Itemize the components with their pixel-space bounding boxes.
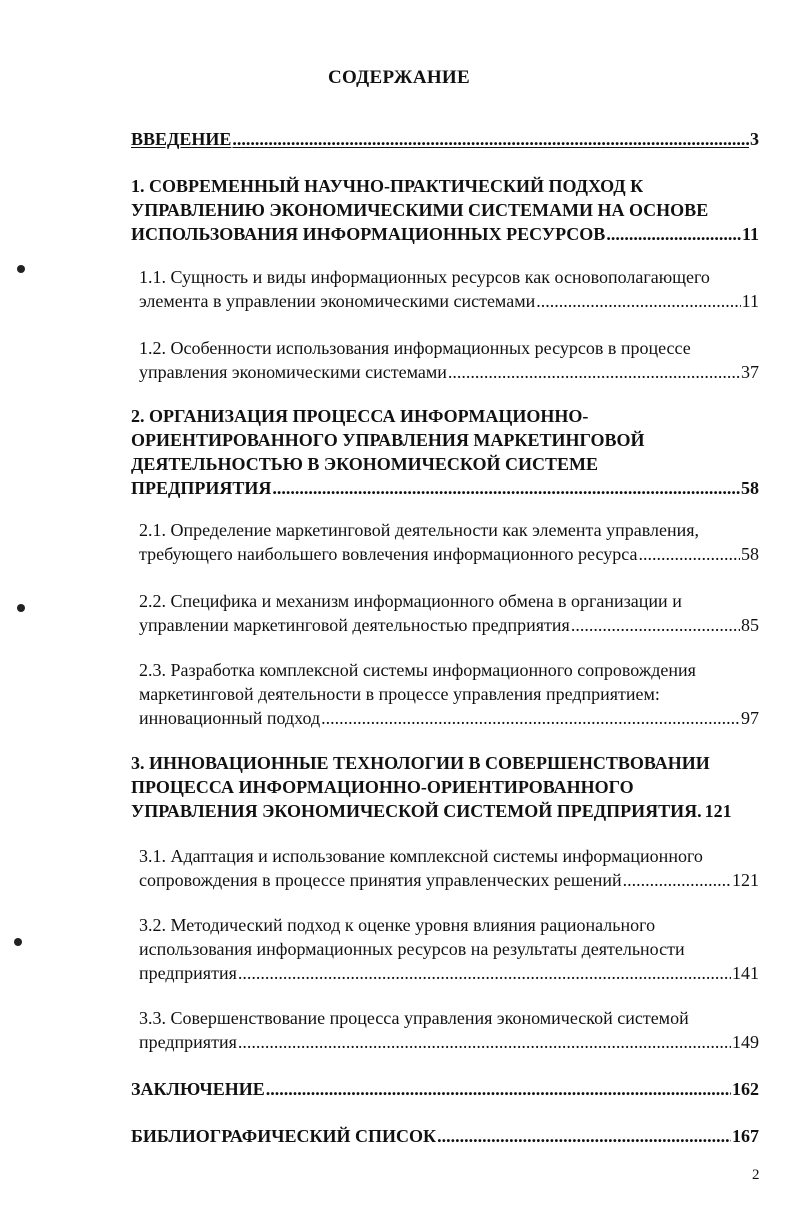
leader-dots (266, 1077, 731, 1101)
binder-hole-mark (17, 604, 25, 612)
leader-dots (232, 127, 749, 151)
entry-text: УПРАВЛЕНИЮ ЭКОНОМИЧЕСКИМИ СИСТЕМАМИ НА ОСНОВЕ (131, 200, 709, 220)
entry-text: 2.1. Определение маркетинговой деятельности как элемента управления, (139, 520, 699, 540)
toc-entry-introduction[interactable] (131, 127, 759, 151)
leader-dots (238, 1030, 731, 1054)
toc-entry-chapter-3[interactable] (131, 751, 759, 823)
entry-text: 1.2. Особенности использования информационных ресурсов в процессе (139, 338, 691, 358)
entry-text: ВВЕДЕНИЕ (131, 129, 232, 149)
page-ref: 121 (704, 801, 732, 821)
page-ref: 141 (732, 963, 759, 983)
entry-text: ПРОЦЕССА ИНФОРМАЦИОННО-ОРИЕНТИРОВАННОГО (131, 777, 634, 797)
entry-text: БИБЛИОГРАФИЧЕСКИЙ СПИСОК (131, 1126, 437, 1146)
entry-text: ДЕЯТЕЛЬНОСТЬЮ В ЭКОНОМИЧЕСКОЙ СИСТЕМЕ (131, 454, 599, 474)
page-title: СОДЕРЖАНИЕ (328, 67, 470, 88)
entry-text: 2. ОРГАНИЗАЦИЯ ПРОЦЕССА ИНФОРМАЦИОННО- (131, 406, 589, 426)
toc-entry-3-3[interactable] (139, 1006, 759, 1054)
entry-text: 3. ИННОВАЦИОННЫЕ ТЕХНОЛОГИИ В СОВЕРШЕНСТВОВАНИИ (131, 753, 710, 773)
page-ref: 58 (741, 544, 759, 564)
entry-text: требующего наибольшего вовлечения информационного ресурса (139, 544, 638, 564)
page-ref: 37 (741, 362, 759, 382)
toc-entry-2-2[interactable] (139, 589, 759, 637)
page-ref: 162 (732, 1079, 759, 1099)
entry-text: предприятия (139, 963, 237, 983)
entry-text: УПРАВЛЕНИЯ ЭКОНОМИЧЕСКОЙ СИСТЕМОЙ ПРЕДПРИЯТИЯ. (131, 801, 702, 821)
entry-text: сопровождения в процессе принятия управленческих решений (139, 870, 622, 890)
page-ref: 11 (741, 224, 759, 244)
entry-text: использования информационных ресурсов на результаты деятельности (139, 939, 685, 959)
binder-hole-mark (14, 938, 22, 946)
toc-entry-1-1[interactable] (139, 265, 759, 313)
entry-text: управлении маркетинговой деятельностью предприятия (139, 615, 570, 635)
page-ref: 167 (732, 1126, 759, 1146)
entry-text: управления экономическими системами (139, 362, 447, 382)
entry-text: ОРИЕНТИРОВАННОГО УПРАВЛЕНИЯ МАРКЕТИНГОВОЙ (131, 430, 645, 450)
leader-dots (623, 868, 731, 892)
page-ref: 97 (741, 708, 759, 728)
toc-entry-2-3[interactable] (139, 658, 759, 730)
entry-text: 1.1. Сущность и виды информационных ресурсов как основополагающего (139, 267, 710, 287)
page-ref: 3 (750, 129, 759, 149)
toc-entry-bibliography[interactable] (131, 1124, 759, 1148)
leader-dots (606, 222, 741, 246)
leader-dots (321, 706, 740, 730)
leader-dots (272, 476, 740, 500)
toc-entry-1-2[interactable] (139, 336, 759, 384)
page-ref: 58 (741, 478, 759, 498)
toc-entry-chapter-1[interactable] (131, 174, 759, 246)
leader-dots (536, 289, 740, 313)
toc-entry-conclusion[interactable] (131, 1077, 759, 1101)
page-ref: 149 (732, 1032, 759, 1052)
entry-text: маркетинговой деятельности в процессе управления предприятием: (139, 684, 660, 704)
entry-text: 2.2. Специфика и механизм информационного обмена в организации и (139, 591, 682, 611)
leader-dots (238, 961, 731, 985)
leader-dots (638, 542, 740, 566)
entry-text: 1. СОВРЕМЕННЫЙ НАУЧНО-ПРАКТИЧЕСКИЙ ПОДХОД К (131, 176, 644, 196)
entry-text: ЗАКЛЮЧЕНИЕ (131, 1079, 265, 1099)
binder-hole-mark (17, 265, 25, 273)
entry-text: 3.1. Адаптация и использование комплексной системы информационного (139, 846, 703, 866)
toc-entry-3-2[interactable] (139, 913, 759, 985)
page-ref: 85 (741, 615, 759, 635)
leader-dots (571, 613, 740, 637)
leader-dots (448, 360, 740, 384)
entry-text: ИСПОЛЬЗОВАНИЯ ИНФОРМАЦИОННЫХ РЕСУРСОВ (131, 224, 606, 244)
page-number: 2 (752, 1167, 760, 1183)
toc-entry-2-1[interactable] (139, 518, 759, 566)
leader-dots (437, 1124, 731, 1148)
toc-entry-3-1[interactable] (139, 844, 759, 892)
toc-entry-chapter-2[interactable] (131, 404, 759, 500)
entry-text: элемента в управлении экономическими системами (139, 291, 536, 311)
entry-text: ПРЕДПРИЯТИЯ (131, 478, 272, 498)
page-ref: 121 (732, 870, 759, 890)
entry-text: 3.2. Методический подход к оценке уровня влияния рационального (139, 915, 656, 935)
entry-text: предприятия (139, 1032, 237, 1052)
entry-text: инновационный подход (139, 708, 321, 728)
entry-text: 2.3. Разработка комплексной системы информационного сопровождения (139, 660, 696, 680)
entry-text: 3.3. Совершенствование процесса управления экономической системой (139, 1008, 689, 1028)
page-ref: 11 (741, 291, 759, 311)
